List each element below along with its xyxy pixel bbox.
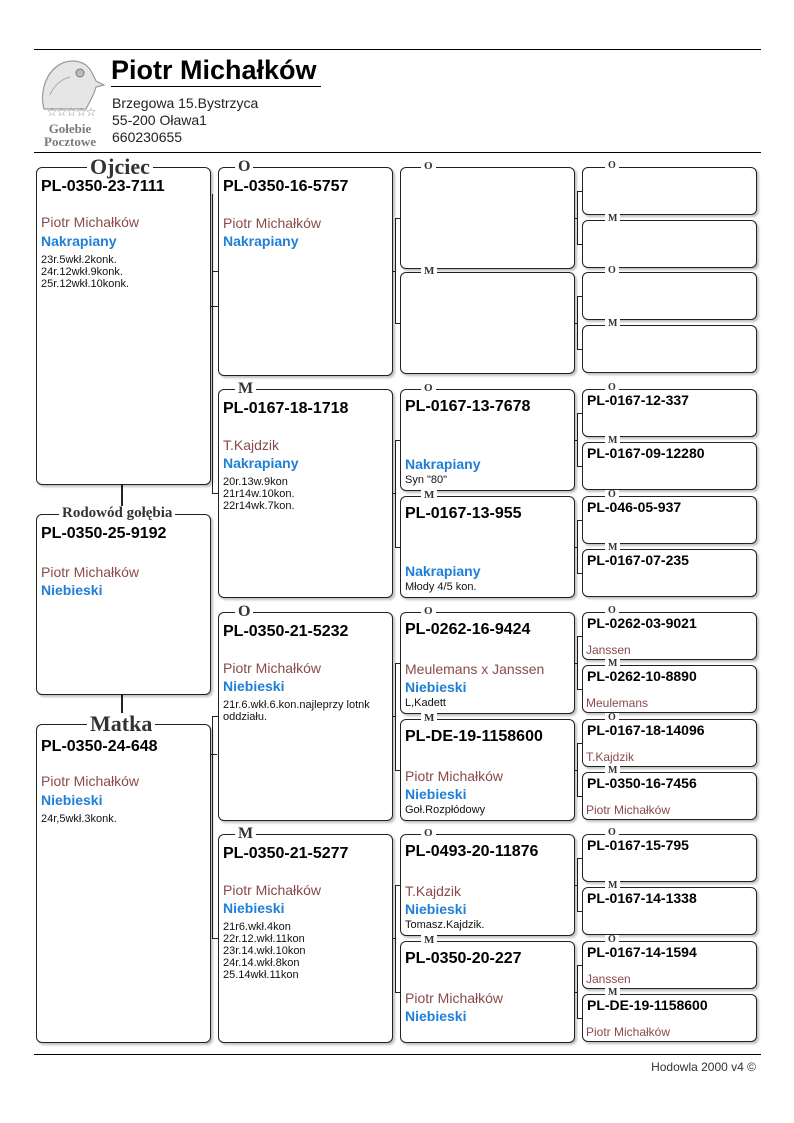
color: Niebieski: [41, 792, 103, 808]
father-card[interactable]: [36, 154, 211, 485]
sex-label: M: [605, 881, 620, 891]
breeder: T.Kajdzik: [223, 437, 280, 453]
connector-line: [575, 323, 578, 324]
ring-number: PL-0167-13-7678: [405, 398, 531, 415]
note-line: 21r6.wkł.4kon: [223, 921, 291, 933]
breeder: Piotr Michałków: [586, 1025, 671, 1039]
connector-line: [212, 716, 213, 938]
ancestor-card-gen3[interactable]: [400, 934, 575, 1043]
footer-rule: [34, 1054, 761, 1055]
breeder: Piotr Michałków: [405, 768, 504, 784]
sex-label: O: [605, 713, 619, 723]
sex-label: M: [605, 659, 620, 669]
phone: 660230655: [112, 129, 183, 145]
connector-line: [211, 754, 217, 755]
sex-label: M: [605, 543, 620, 553]
connector-line: [211, 306, 217, 307]
ring-number: PL-0262-03-9021: [587, 615, 697, 631]
connector-line: [393, 938, 396, 939]
ring-number: PL-DE-19-1158600: [587, 997, 708, 1013]
sex-label: M: [605, 436, 620, 446]
ring-number: PL-0350-23-7111: [41, 178, 165, 195]
address-line-2: 55-200 Oława1: [112, 112, 207, 128]
sex-label: M: [605, 214, 620, 224]
sex-label: O: [605, 383, 619, 393]
ring-number: PL-0350-24-648: [41, 738, 158, 755]
sex-label: O: [421, 383, 436, 394]
ancestor-card-gen3[interactable]: [400, 382, 575, 491]
notes: Goł.Rozpłódowy: [405, 804, 486, 816]
ancestor-card-gen4[interactable]: [582, 712, 757, 767]
ancestor-card-gen3[interactable]: [400, 827, 575, 936]
ancestor-card-gen3[interactable]: [400, 160, 575, 269]
logo-text-line2: Pocztowe: [44, 134, 96, 149]
ancestor-card-gen4[interactable]: [582, 987, 757, 1042]
notes: [41, 813, 206, 825]
connector-line: [575, 885, 578, 886]
sex-label: O: [605, 266, 619, 276]
sire-dam-card-gen2[interactable]: [218, 158, 393, 376]
ancestor-card-gen4[interactable]: [582, 658, 757, 713]
note-line: 20r.13w.9kon: [223, 476, 288, 488]
sex-label: M: [605, 319, 620, 329]
color: Niebieski: [223, 678, 285, 694]
note-line: 23r.5wkł.2konk.: [41, 254, 117, 266]
note-line: 22r14wk.7kon.: [223, 500, 295, 512]
note-line: 24r.12wkł.9konk.: [41, 266, 123, 278]
note-line: 22r.12.wkł.11kon: [223, 933, 305, 945]
breeder: Piotr Michałków: [586, 803, 671, 817]
sex-label: O: [605, 935, 619, 945]
pigeon-card[interactable]: [36, 505, 211, 695]
sire-dam-card-gen2[interactable]: [218, 825, 393, 1043]
sex-label: M: [605, 988, 620, 998]
ring-number: PL-0167-14-1594: [587, 944, 697, 960]
note-line: 24r,5wkł.3konk.: [41, 813, 117, 825]
address-line-1: Brzegowa 15.Bystrzyca: [112, 95, 259, 111]
ancestor-card-gen4[interactable]: [582, 382, 757, 437]
ring-number: PL-0350-25-9192: [41, 525, 167, 542]
sex-label: O: [421, 606, 436, 617]
ancestor-card-gen4[interactable]: [582, 213, 757, 268]
breeder: Piotr Michałków: [41, 773, 140, 789]
note-line: 21r14w.10kon.: [223, 488, 295, 500]
note-line: 25.14wkł.11kon: [223, 969, 299, 981]
notes: [223, 921, 388, 981]
sex-label: O: [605, 606, 619, 616]
sex-label: M: [235, 826, 256, 842]
connector-line: [393, 716, 396, 717]
top-rule: [34, 49, 761, 50]
ancestor-card-gen4[interactable]: [582, 827, 757, 882]
connector-line: [575, 663, 578, 664]
ancestor-card-gen3[interactable]: [400, 489, 575, 598]
sex-label: O: [421, 828, 436, 839]
mother-card[interactable]: [36, 711, 211, 1043]
notes: [223, 699, 388, 723]
sex-label: M: [235, 381, 256, 397]
notes: Młody 4/5 kon.: [405, 581, 477, 593]
ring-number: PL-0167-12-337: [587, 392, 689, 408]
ring-number: PL-DE-19-1158600: [405, 728, 543, 745]
ring-number: PL-0262-16-9424: [405, 621, 531, 638]
logo-stars: ☆☆☆☆☆: [46, 105, 96, 119]
notes: [41, 254, 206, 290]
sex-label: M: [421, 713, 437, 724]
color: Niebieski: [405, 786, 467, 802]
ring-number: PL-0350-20-227: [405, 950, 522, 967]
ancestor-card-gen4[interactable]: [582, 489, 757, 544]
ancestor-card-gen3[interactable]: [400, 712, 575, 821]
breeder: T.Kajdzik: [586, 750, 635, 764]
ring-number: PL-0167-13-955: [405, 505, 522, 522]
note-line: 21r.6.wkł.6.kon.najleprzy lotnk oddziału.: [223, 699, 370, 723]
note-line: 25r.12wkł.10konk.: [41, 278, 130, 290]
ring-number: PL-0493-20-11876: [405, 843, 539, 860]
connector-line: [393, 271, 396, 272]
breeder: Piotr Michałków: [223, 660, 322, 676]
ring-number: PL-0350-16-5757: [223, 178, 349, 195]
breeder: Meulemans: [586, 696, 649, 710]
footer-text: Hodowla 2000 v4 ©: [651, 1060, 756, 1074]
breeder: Piotr Michałków: [223, 882, 322, 898]
ancestor-card-gen4[interactable]: [582, 605, 757, 660]
color: Nakrapiany: [223, 455, 299, 471]
connector-line: [212, 195, 213, 196]
ancestor-card-gen4[interactable]: [582, 542, 757, 597]
note-line: 23r.14.wkł.10kon: [223, 945, 306, 957]
color: Nakrapiany: [405, 563, 481, 579]
connector-line: [393, 493, 396, 494]
ring-number: PL-0167-14-1338: [587, 890, 697, 906]
ring-number: PL-0167-18-14096: [587, 722, 705, 738]
color: Nakrapiany: [405, 456, 481, 472]
breeder: Piotr Michałków: [405, 990, 504, 1006]
sire-dam-card-gen2[interactable]: [218, 380, 393, 598]
connector-line: [575, 218, 578, 219]
ancestor-card-gen4[interactable]: [582, 160, 757, 215]
sex-label: O: [421, 161, 436, 172]
breeder: Piotr Michałków: [41, 564, 140, 580]
ring-number: PL-0167-15-795: [587, 837, 689, 853]
father-label: Ojciec: [87, 156, 153, 178]
pigeon-label: Rodowód gołębia: [59, 506, 175, 521]
ring-number: PL-0167-18-1718: [223, 400, 349, 417]
sex-label: O: [235, 159, 253, 175]
breeder: T.Kajdzik: [405, 883, 462, 899]
ancestor-card-gen3[interactable]: [400, 265, 575, 374]
sex-label: O: [605, 828, 619, 838]
ancestor-card-gen4[interactable]: [582, 318, 757, 373]
note-line: 24r.14.wkł.8kon: [223, 957, 300, 969]
ancestor-card-gen4[interactable]: [582, 934, 757, 989]
sex-label: O: [605, 161, 619, 171]
ring-number: PL-0167-09-12280: [587, 445, 705, 461]
ring-number: PL-0262-10-8890: [587, 668, 697, 684]
connector-line: [575, 547, 578, 548]
notes: [223, 476, 388, 512]
sex-label: M: [605, 766, 620, 776]
ring-number: PL-0167-07-235: [587, 552, 689, 568]
ancestor-card-gen4[interactable]: [582, 435, 757, 490]
breeder: Piotr Michałków: [223, 215, 322, 231]
color: Niebieski: [223, 900, 285, 916]
breeder: Janssen: [586, 643, 631, 657]
notes: L,Kadett: [405, 697, 446, 709]
breeder: Janssen: [586, 972, 631, 986]
owner-name: Piotr Michałków: [111, 54, 321, 87]
color: Niebieski: [405, 901, 467, 917]
header-rule: [34, 152, 761, 153]
color: Niebieski: [405, 679, 467, 695]
color: Niebieski: [405, 1008, 467, 1024]
breeder: Meulemans x Janssen: [405, 661, 545, 677]
ring-number: PL-046-05-937: [587, 499, 682, 515]
connector-line: [575, 992, 578, 993]
notes: Tomasz.Kajdzik.: [405, 919, 485, 931]
sex-label: M: [421, 490, 437, 501]
ancestor-card-gen4[interactable]: [582, 880, 757, 935]
sex-label: M: [421, 935, 437, 946]
ancestor-card-gen3[interactable]: [400, 605, 575, 714]
sex-label: O: [605, 490, 619, 500]
breeder: Piotr Michałków: [41, 214, 140, 230]
ring-number: PL-0350-21-5232: [223, 623, 349, 640]
color: Nakrapiany: [223, 233, 299, 249]
ring-number: PL-0350-21-5277: [223, 845, 349, 862]
pigeon-head-icon: [34, 55, 106, 111]
notes: Syn "80": [405, 474, 448, 486]
ancestor-card-gen4[interactable]: [582, 265, 757, 320]
sex-label: M: [421, 266, 437, 277]
logo: [34, 55, 106, 147]
color: Niebieski: [41, 582, 103, 598]
logo-text-line1: Gołebie: [48, 121, 92, 136]
connector-line: [575, 770, 578, 771]
ancestor-card-gen4[interactable]: [582, 765, 757, 820]
connector-line: [212, 271, 213, 493]
mother-label: Matka: [87, 713, 155, 735]
sire-dam-card-gen2[interactable]: [218, 603, 393, 821]
connector-line: [575, 440, 578, 441]
color: Nakrapiany: [41, 233, 117, 249]
sex-label: O: [235, 604, 253, 620]
ring-number: PL-0350-16-7456: [587, 775, 697, 791]
